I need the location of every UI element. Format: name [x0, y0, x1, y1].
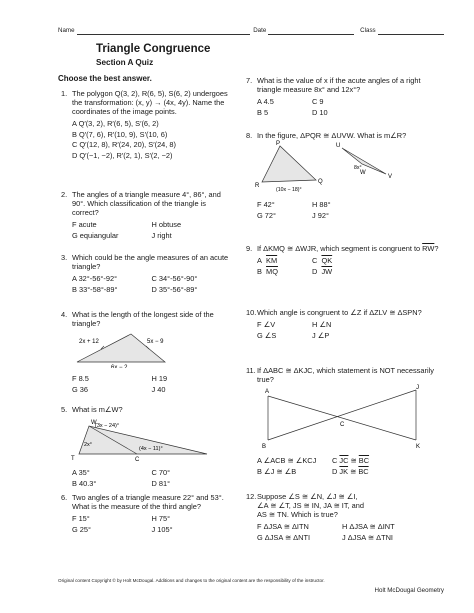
question-9 [246, 244, 442, 276]
choice-g[interactable]: G ΔJSA ≅ ΔNTI [257, 533, 311, 543]
point-q-label: Q [318, 179, 323, 186]
choice-d[interactable]: D $\overline{JK}$ ≅ $\overline{BC}$ [332, 467, 369, 477]
instructions: Choose the best answer. [58, 74, 152, 83]
triangle-figure [71, 328, 211, 368]
copyright-footer: Original content Copyright © by Holt McDougal. Additions and changes to the original content are the responsibility of the instructor. [58, 578, 325, 583]
question-2 [61, 190, 231, 240]
choice-d[interactable]: D $\overline{JW}$ [312, 267, 333, 277]
side-left-label: 2x + 12 [79, 339, 99, 346]
question-number: 1. [61, 89, 68, 98]
choice-h[interactable]: H 75° [151, 514, 171, 524]
choice-b[interactable]: B 5 [257, 108, 269, 118]
point-c-label: C [340, 422, 345, 429]
question-4 [61, 310, 231, 394]
choice-h[interactable]: H ΔJSA ≅ ΔINT [342, 522, 395, 532]
question-number: 6. [61, 493, 68, 502]
question-number: 11. [246, 366, 256, 375]
page-title: Triangle Congruence [96, 43, 211, 55]
choice-c[interactable]: C Q′(12, 8), R′(24, 20), S′(24, 8) [72, 140, 176, 150]
name-label: Name [58, 27, 75, 34]
choice-c[interactable]: C 70° [151, 468, 171, 478]
choice-a[interactable]: A ∠ACB ≅ ∠KCJ [257, 456, 317, 466]
choice-f[interactable]: F ΔJSA ≅ ΔITN [257, 522, 309, 532]
choice-j[interactable]: J 92° [312, 211, 329, 221]
choice-a[interactable]: A 35° [72, 468, 90, 478]
question-text: What is the length of the longest side of the triangle? [72, 310, 214, 329]
choice-b[interactable]: B Q′(7, 6), R′(10, 9), S′(10, 6) [72, 129, 168, 139]
choice-f[interactable]: F acute [72, 220, 97, 230]
publisher-footer: Holt McDougal Geometry [374, 587, 444, 594]
question-text-line-2: ∠A ≅ ∠T, JS ≅ IN, JA ≅ IT, and [257, 501, 364, 511]
point-u-label: U [336, 143, 341, 150]
choice-c[interactable]: C 9 [312, 97, 324, 107]
choice-j[interactable]: J ∠P [312, 331, 330, 341]
point-t-label: T [71, 456, 75, 463]
question-text: The polygon Q(3, 2), R(6, 5), S(6, 2) undergoes the transformation: (x, y) → (4x, 4y). Name the coordinates of the image points. [72, 89, 228, 117]
question-11 [246, 366, 442, 476]
point-k-label: K [416, 444, 421, 451]
student-header [58, 27, 444, 35]
choice-a[interactable]: A Q′(3, 2), R′(6, 5), S′(6, 2) [72, 119, 159, 129]
choice-d[interactable]: D 35°-56°-89° [151, 285, 198, 295]
question-text: What is m∠W? [72, 405, 123, 414]
angle-right-label: (4x − 11)° [139, 446, 163, 453]
point-a-label: A [265, 389, 270, 396]
congruent-triangles-figure [250, 140, 430, 198]
question-12 [246, 492, 442, 542]
question-text: The angles of a triangle measure 4°, 86°, and 90°. Which classification of the triangle is correct? [72, 190, 221, 218]
side-bottom-label: 6x − 2 [111, 365, 128, 369]
choice-f[interactable]: F 15° [72, 514, 90, 524]
choice-j[interactable]: J 105° [151, 525, 173, 535]
question-number: 8. [246, 131, 253, 140]
choice-g[interactable]: G 36 [72, 385, 89, 395]
choice-f[interactable]: F 8.5 [72, 374, 89, 384]
choice-h[interactable]: H ∠N [312, 320, 332, 330]
choice-g[interactable]: G equiangular [72, 231, 119, 241]
point-p-label: P [276, 141, 281, 148]
segment-rw: $\overline{RW}$ [422, 244, 435, 253]
choice-c[interactable]: C $\overline{JC}$ ≅ $\overline{BC}$ [332, 456, 370, 466]
point-b-label: B [262, 444, 267, 451]
name-field[interactable] [77, 28, 251, 35]
class-label: Class [360, 27, 376, 34]
choice-g[interactable]: G 25° [72, 525, 91, 535]
question-text: Two angles of a triangle measure 22° and 53°. What is the measure of the third angle? [72, 493, 224, 512]
choice-f[interactable]: F 42° [257, 200, 275, 210]
question-number: 3. [61, 253, 68, 262]
question-text: What is the value of x if the acute angles of a right triangle measure 8x° and 12x°? [257, 76, 421, 95]
choice-a[interactable]: A $\overline{KM}$ [257, 256, 278, 266]
choice-d[interactable]: D Q′(−1, −2), R′(2, 1), S′(2, −2) [72, 150, 173, 160]
date-field[interactable] [268, 28, 354, 35]
choice-a[interactable]: A 4.5 [257, 97, 274, 107]
choice-h[interactable]: H 88° [312, 200, 331, 210]
choice-a[interactable]: A 32°-56°-92° [72, 274, 118, 284]
choice-c[interactable]: C $\overline{QK}$ [312, 256, 333, 266]
point-c-label: C [135, 457, 140, 463]
choice-d[interactable]: D 10 [312, 108, 328, 118]
point-w-label: W [360, 170, 366, 177]
question-8 [246, 131, 442, 220]
question-text-line-1: Suppose ∠S ≅ ∠N, ∠J ≅ ∠I, [257, 492, 358, 501]
point-r-label: R [255, 183, 260, 190]
question-number: 10. [246, 308, 257, 317]
question-5 [61, 405, 231, 488]
bowtie-figure [256, 384, 436, 452]
question-3 [61, 253, 231, 294]
question-text-end: ? [434, 244, 439, 253]
choice-h[interactable]: H 19 [151, 374, 168, 384]
choice-d[interactable]: D 81° [151, 479, 171, 489]
angle-r-label: (10x − 18)° [276, 187, 302, 194]
question-7 [246, 76, 442, 117]
angle-left-label: 2x° [84, 442, 93, 449]
question-number: 2. [61, 190, 68, 199]
question-text: Which angle is congruent to ∠Z if ΔZLV ≅ ΔSPN? [257, 308, 422, 317]
point-w-label: W [91, 420, 97, 427]
angle-figure [67, 414, 217, 462]
angle-top-label: (3x − 24)° [95, 423, 120, 430]
question-text-line-3: AS ≅ TN. Which is true? [257, 510, 338, 520]
question-text-main: If ΔKMQ ≅ ΔWJR, which segment is congruent to [257, 244, 423, 253]
question-number: 4. [61, 310, 68, 319]
choice-b[interactable]: B $\overline{MQ}$ [257, 267, 278, 277]
choice-j[interactable]: J ΔJSA ≅ ΔTNI [342, 533, 393, 543]
side-right-label: 5x − 9 [147, 339, 164, 346]
question-1 [61, 89, 231, 162]
choice-b[interactable]: B ∠J ≅ ∠B [257, 467, 297, 477]
question-text: In the figure, ΔPQR ≅ ΔUVW. What is m∠R? [257, 131, 407, 140]
choice-f[interactable]: F ∠V [257, 320, 276, 330]
question-text: Which could be the angle measures of an acute triangle? [72, 253, 229, 272]
page-subtitle: Section A Quiz [96, 58, 154, 67]
point-j-label: J [416, 385, 419, 392]
date-label: Date [253, 27, 267, 34]
question-10 [246, 308, 442, 340]
question-text: If ΔABC ≅ ΔKJC, which statement is NOT necessarily true? [257, 366, 434, 385]
class-field[interactable] [378, 28, 444, 35]
question-number: 7. [246, 76, 253, 85]
choice-j[interactable]: J 40 [151, 385, 166, 395]
point-v-label: V [388, 174, 393, 181]
choice-j[interactable]: J right [151, 231, 172, 241]
choice-b[interactable]: B 40.3° [72, 479, 97, 489]
question-text [257, 244, 442, 253]
question-6 [61, 493, 231, 534]
choice-b[interactable]: B 33°-58°-89° [72, 285, 118, 295]
question-number: 12. [246, 492, 257, 501]
choice-c[interactable]: C 34°-56°-90° [151, 274, 198, 284]
angle-w-label: 8x° [354, 165, 362, 172]
question-number: 9. [246, 244, 253, 253]
choice-h[interactable]: H obtuse [151, 220, 182, 230]
choice-g[interactable]: G 72° [257, 211, 276, 221]
question-number: 5. [61, 405, 68, 414]
choice-g[interactable]: G ∠S [257, 331, 277, 341]
